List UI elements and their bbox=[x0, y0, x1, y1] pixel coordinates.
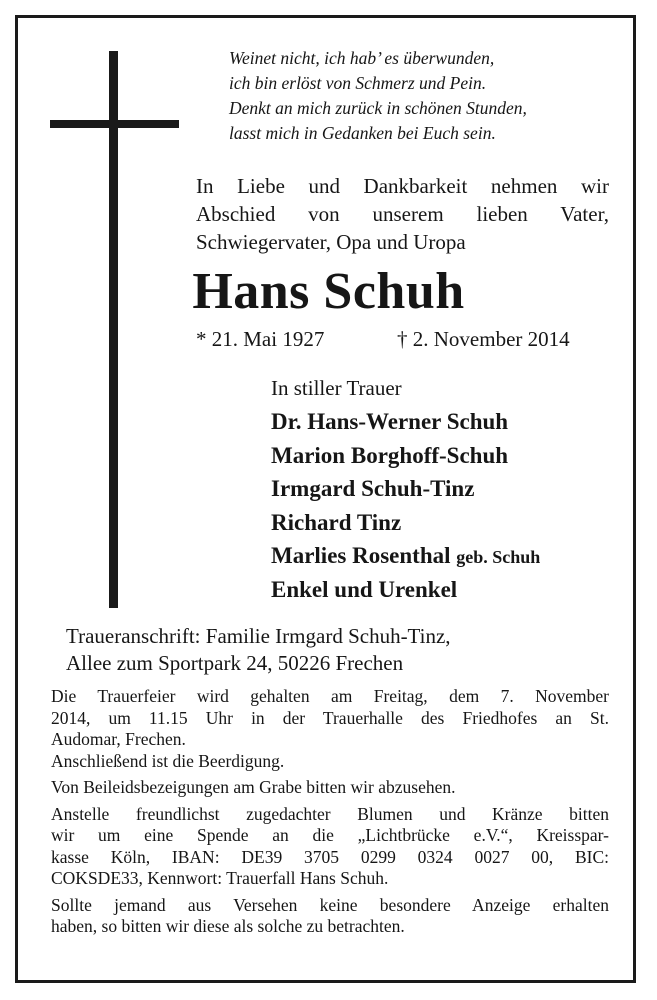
address-line: Traueranschrift: Familie Irmgard Schuh-Tinz, bbox=[66, 624, 451, 648]
mourner-name: Irmgard Schuh-Tinz bbox=[271, 476, 475, 501]
intro-line: Abschied von unserem lieben Vater, bbox=[196, 202, 609, 226]
mourning-address bbox=[66, 623, 606, 677]
poem bbox=[229, 46, 619, 146]
mourner-name: Richard Tinz bbox=[271, 509, 402, 535]
donation-line: Anstelle freundlichst zugedachter Blumen und Kränze bitten bbox=[51, 803, 609, 824]
intro-line: In Liebe und Dankbarkeit nehmen wir bbox=[196, 174, 609, 198]
intro-line: Schwiegervater, Opa und Uropa bbox=[196, 230, 466, 254]
notice-line: haben, so bitten wir diese als solche zu betrachten. bbox=[51, 916, 405, 936]
funeral-line: 2014, um 11.15 Uhr in der Trauerhalle des Friedhofes an St. bbox=[51, 707, 609, 728]
mourner-name: Marion Borghoff-Schuh bbox=[271, 442, 509, 468]
condolences-note: Von Beileidsbezeigungen am Grabe bitten wir abzusehen. bbox=[51, 777, 456, 797]
mourner-list bbox=[271, 405, 540, 606]
maiden-name: geb. Schuh bbox=[456, 547, 541, 567]
funeral-line: Audomar, Frechen. bbox=[51, 729, 186, 749]
notice-line: Sollte jemand aus Versehen keine besondere Anzeige erhalten bbox=[51, 894, 609, 915]
mourner-name: Marlies Rosenthal bbox=[271, 543, 451, 568]
funeral-line: Die Trauerfeier wird gehalten am Freitag, dem 7. November bbox=[51, 686, 609, 706]
poem-line: ich bin erlöst von Schmerz und Pein. bbox=[229, 73, 487, 93]
poem-line: Weinet nicht, ich hab’ es überwunden, bbox=[229, 48, 495, 68]
burial-note: Anschließend ist die Beerdigung. bbox=[51, 750, 285, 771]
mourner-name-marlies bbox=[271, 539, 540, 573]
donation-line: wir um eine Spende an die „Lichtbrücke e.V.“, Kreisspar- bbox=[51, 825, 609, 845]
funeral-details bbox=[51, 686, 609, 938]
cross-icon-bar bbox=[50, 120, 179, 128]
intro-text bbox=[196, 172, 609, 256]
address-line: Allee zum Sportpark 24, 50226 Frechen bbox=[66, 651, 404, 675]
deceased-name: Hans Schuh bbox=[192, 263, 465, 320]
poem-line: lasst mich in Gedanken bei Euch sein. bbox=[229, 123, 496, 143]
death-date: † 2. November 2014 bbox=[397, 327, 570, 351]
mourning-heading: In stiller Trauer bbox=[271, 376, 402, 400]
donation-line: COKSDE33, Kennwort: Trauerfall Hans Schuh. bbox=[51, 868, 389, 888]
mourner-name: Dr. Hans-Werner Schuh bbox=[271, 409, 509, 434]
donation-line: kasse Köln, IBAN: DE39 3705 0299 0324 0027 00, BIC: bbox=[51, 846, 609, 867]
mourner-name: Enkel und Urenkel bbox=[271, 576, 458, 602]
cross-icon bbox=[109, 51, 118, 608]
poem-line: Denkt an mich zurück in schönen Stunden, bbox=[229, 98, 527, 118]
birth-date: * 21. Mai 1927 bbox=[196, 327, 325, 351]
